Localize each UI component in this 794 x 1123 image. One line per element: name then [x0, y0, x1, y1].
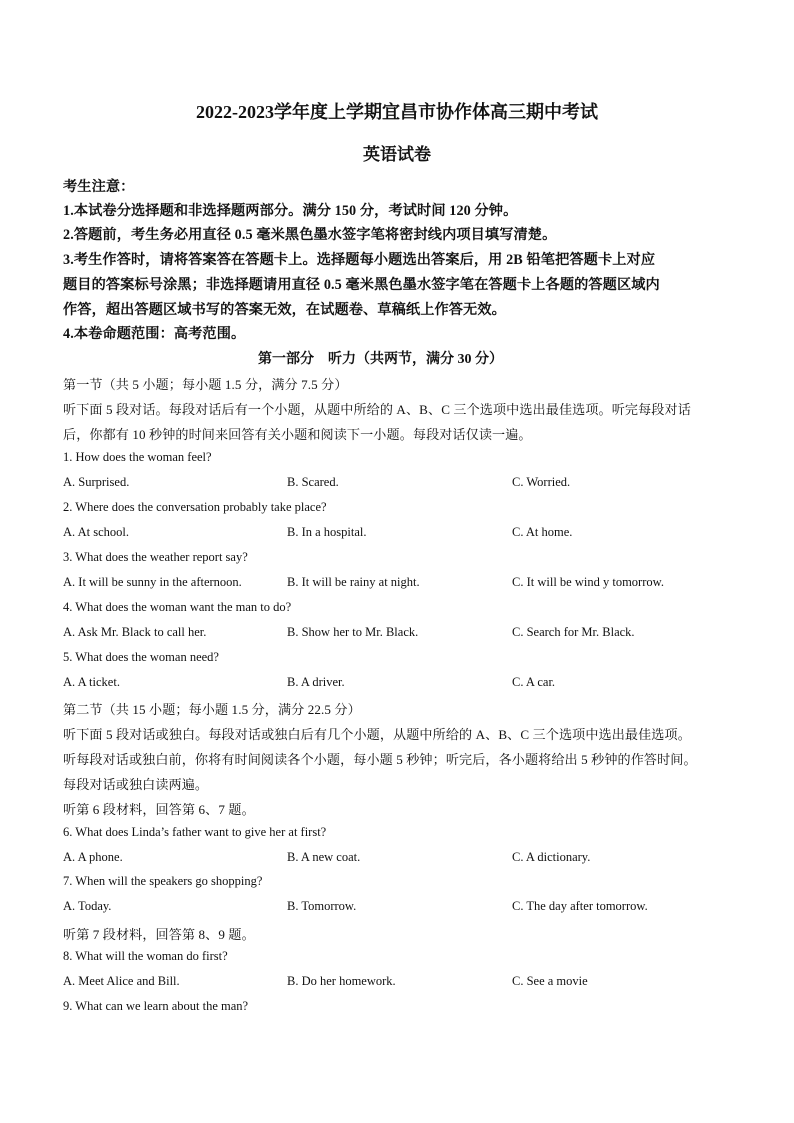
option-b: B. Tomorrow. — [287, 899, 357, 913]
option-b: B. In a hospital. — [287, 525, 367, 539]
option-a: A. Ask Mr. Black to call her. — [63, 625, 207, 639]
part1-title: 第一部分 听力（共两节，满分 30 分） — [258, 352, 503, 367]
option-c: C. A dictionary. — [512, 850, 591, 864]
exam-title: 2022-2023学年度上学期宜昌市协作体高三期中考试 — [196, 102, 598, 122]
notice-line: 题目的答案标号涂黑；非选择题请用直径 0.5 毫米黑色墨水签字笔在答题卡上各题的答题区域内 — [63, 277, 660, 293]
option-c: C. See a movie — [512, 974, 588, 988]
exam-subtitle: 英语试卷 — [363, 145, 431, 164]
option-a: A. Today. — [63, 899, 112, 913]
option-a: A. At school. — [63, 525, 129, 539]
option-c: C. Search for Mr. Black. — [512, 625, 635, 639]
material-label: 听第 7 段材料，回答第 8、9 题。 — [63, 927, 255, 942]
question-stem: 4. What does the woman want the man to do? — [63, 600, 292, 614]
option-b: B. Do her homework. — [287, 974, 396, 988]
question-stem: 6. What does Linda’s father want to give her at first? — [63, 825, 327, 839]
section1-heading: 第一节（共 5 小题；每小题 1.5 分，满分 7.5 分） — [63, 377, 348, 392]
option-b: B. Scared. — [287, 475, 339, 489]
notice-line: 2.答题前，考生务必用直径 0.5 毫米黑色墨水签字笔将密封线内项目填写清楚。 — [63, 227, 557, 243]
notice-heading: 考生注意： — [63, 179, 135, 195]
question-stem: 8. What will the woman do first? — [63, 949, 228, 963]
question-stem: 2. Where does the conversation probably take place? — [63, 500, 327, 514]
option-b: B. Show her to Mr. Black. — [287, 625, 419, 639]
notice-line: 1.本试卷分选择题和非选择题两部分。满分 150 分，考试时间 120 分钟。 — [63, 203, 518, 219]
notice-line: 4.本卷命题范围：高考范围。 — [63, 326, 246, 342]
question-stem: 7. When will the speakers go shopping? — [63, 874, 263, 888]
option-b: B. A driver. — [287, 675, 345, 689]
option-b: B. A new coat. — [287, 850, 361, 864]
question-stem: 9. What can we learn about the man? — [63, 999, 249, 1013]
question-stem: 3. What does the weather report say? — [63, 550, 248, 564]
option-a: A. Surprised. — [63, 475, 130, 489]
option-c: C. A car. — [512, 675, 556, 689]
section2-instruction: 听下面 5 段对话或独白。每段对话或独白后有几个小题，从题中所给的 A、B、C 三个选项中选出最佳选项。 — [63, 727, 691, 742]
option-c: C. The day after tomorrow. — [512, 899, 648, 913]
option-b: B. It will be rainy at night. — [287, 575, 420, 589]
option-c: C. Worried. — [512, 475, 571, 489]
option-c: C. At home. — [512, 525, 573, 539]
notice-line: 作答，超出答题区域书写的答案无效，在试题卷、草稿纸上作答无效。 — [63, 302, 506, 318]
option-a: A. A phone. — [63, 850, 123, 864]
question-stem: 1. How does the woman feel? — [63, 450, 212, 464]
notice-line: 3.考生作答时，请将答案答在答题卡上。选择题每小题选出答案后，用 2B 铅笔把答题卡上对应 — [63, 252, 656, 268]
section1-instruction: 后，你都有 10 秒钟的时间来回答有关小题和阅读下一小题。每段对话仅读一遍。 — [63, 427, 532, 442]
question-stem: 5. What does the woman need? — [63, 650, 219, 664]
option-a: A. It will be sunny in the afternoon. — [63, 575, 242, 589]
option-a: A. Meet Alice and Bill. — [63, 974, 180, 988]
section2-instruction: 听每段对话或独白前，你将有时间阅读各个小题，每小题 5 秒钟；听完后，各小题将给出 5 秒钟的作答时间。 — [63, 752, 697, 767]
section1-instruction: 听下面 5 段对话。每段对话后有一个小题，从题中所给的 A、B、C 三个选项中选出最佳选项。听完每段对话 — [63, 402, 691, 417]
section2-instruction: 每段对话或独白读两遍。 — [63, 777, 209, 792]
option-c: C. It will be wind y tomorrow. — [512, 575, 664, 589]
option-a: A. A ticket. — [63, 675, 120, 689]
section2-heading: 第二节（共 15 小题；每小题 1.5 分，满分 22.5 分） — [63, 702, 361, 717]
material-label: 听第 6 段材料，回答第 6、7 题。 — [63, 802, 255, 817]
